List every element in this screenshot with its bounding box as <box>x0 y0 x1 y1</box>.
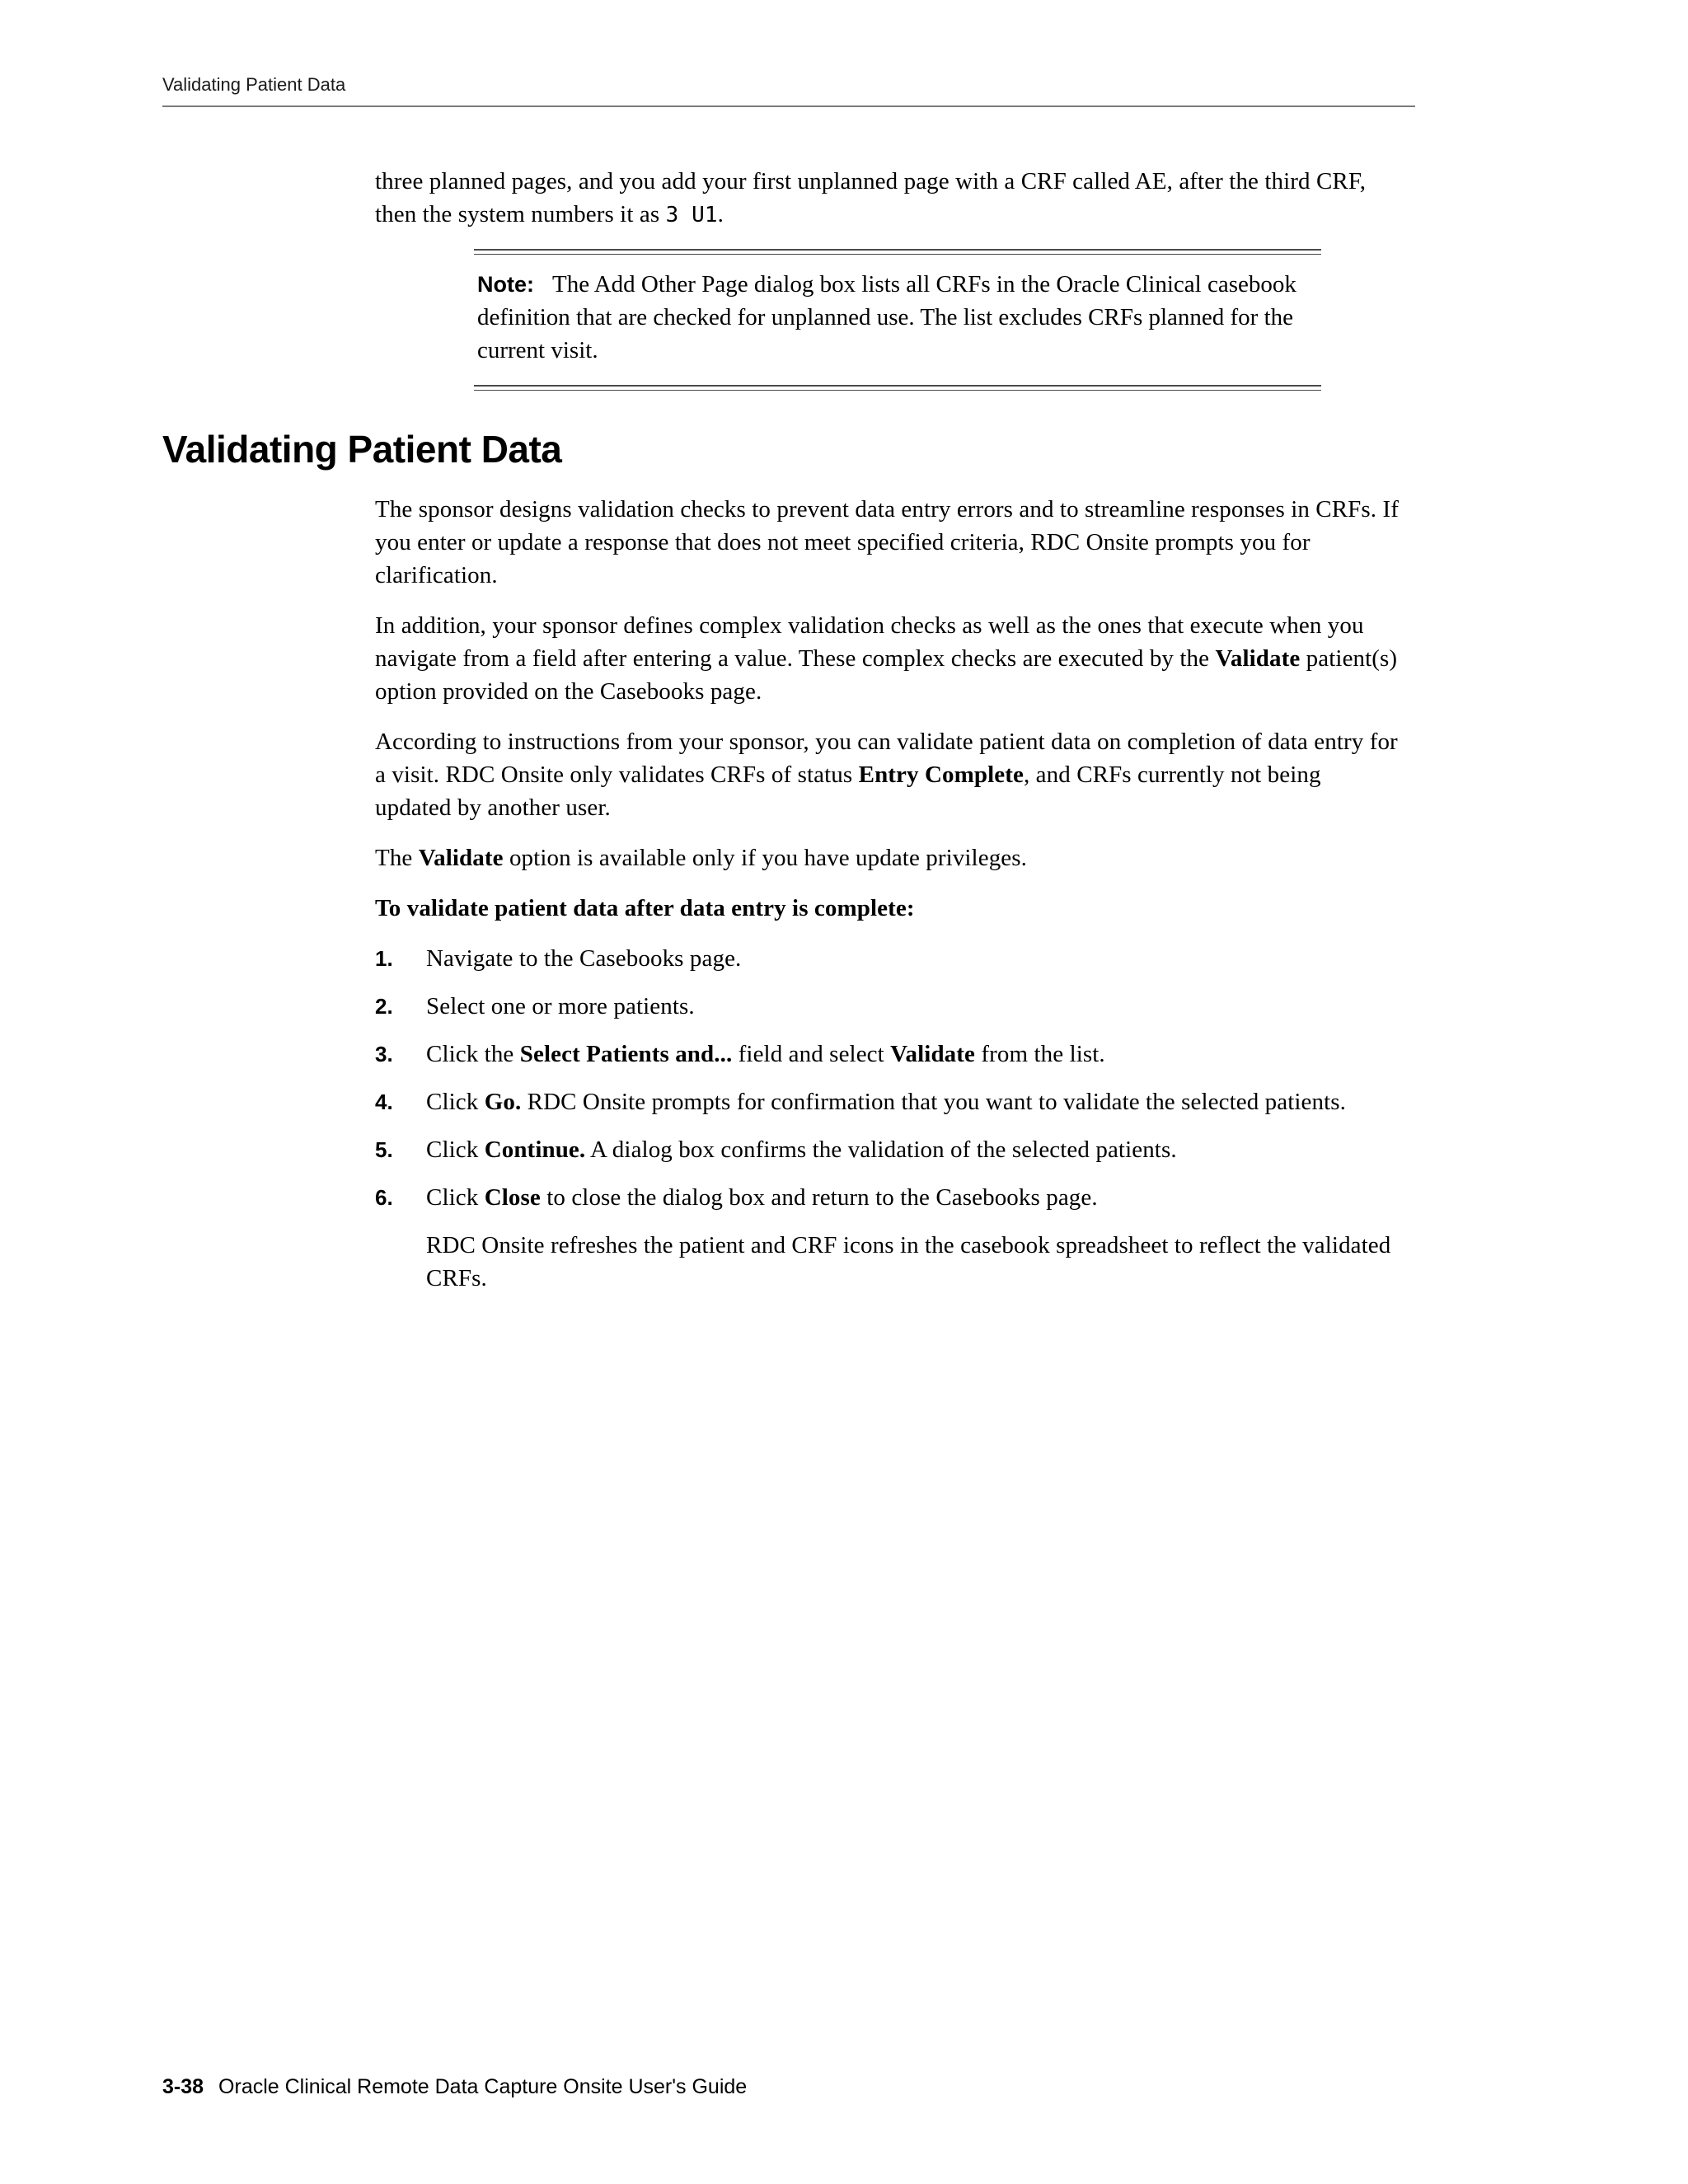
section-paragraph-3 <box>375 725 1401 824</box>
text-segment: patient(s) option provided on the Casebooks page. <box>375 645 1398 705</box>
step-item <box>375 942 1401 975</box>
closing-paragraph <box>426 1229 1401 1295</box>
footer-page-number: 3-38 <box>162 2075 204 2098</box>
step-item <box>375 1085 1401 1118</box>
step-item <box>375 1038 1401 1071</box>
procedure-lead-in <box>375 892 1401 925</box>
note-box <box>474 249 1321 391</box>
note-inner <box>474 255 1321 385</box>
text-segment: In addition, your sponsor defines complex validation checks as well as the ones that execute when you navigate from a field after entering a value. These complex checks are executed by the <box>375 612 1364 672</box>
text-segment: Validate <box>890 1041 976 1067</box>
step-text <box>426 1181 1401 1214</box>
step-number: 1. <box>375 946 393 971</box>
page-footer <box>162 2075 747 2099</box>
text-segment: from the list. <box>975 1041 1105 1067</box>
section-paragraph-2 <box>375 609 1401 708</box>
running-header-title: Validating Patient Data <box>162 74 346 95</box>
text-segment: option is available only if you have update privileges. <box>503 845 1027 871</box>
text-segment: field and select <box>732 1041 891 1067</box>
text-segment: RDC Onsite prompts for confirmation that you want to validate the selected patients. <box>521 1089 1347 1115</box>
text-segment: The <box>375 845 419 871</box>
footer-book-title: Oracle Clinical Remote Data Capture Onsite User's Guide <box>218 2075 748 2098</box>
section-heading: Validating Patient Data <box>162 428 562 471</box>
text-segment: Click <box>426 1184 485 1211</box>
text-segment: Validate <box>1215 645 1301 672</box>
intro-paragraph <box>375 165 1401 232</box>
step-text <box>426 942 1401 975</box>
text-segment: Entry Complete <box>858 762 1024 788</box>
section-paragraph-4 <box>375 841 1401 874</box>
note-top-rule <box>474 249 1321 255</box>
text-segment: Go. <box>484 1089 522 1115</box>
text-segment: Validate <box>418 845 504 871</box>
text-segment: Click <box>426 1137 485 1163</box>
page-header <box>162 74 1415 107</box>
text-segment: , and CRFs currently not being updated by another user. <box>375 762 1321 821</box>
step-item <box>375 1181 1401 1214</box>
text-segment: . <box>717 201 724 227</box>
text-segment: Select one or more patients. <box>426 993 695 1019</box>
text-segment: Click <box>426 1089 485 1115</box>
text-segment: According to instructions from your sponsor, you can validate patient data on completion of data entry for a visit. RDC Onsite only validates CRFs of status <box>375 729 1398 788</box>
text-segment: To validate patient data after data entry is complete: <box>375 895 915 921</box>
step-number: 5. <box>375 1137 393 1162</box>
text-segment: Continue. <box>484 1137 586 1163</box>
step-text <box>426 1085 1401 1118</box>
text-segment: Close <box>484 1184 541 1211</box>
text-segment: A dialog box confirms the validation of the selected patients. <box>585 1137 1177 1163</box>
step-number: 6. <box>375 1185 393 1210</box>
page-content <box>162 165 1401 1312</box>
text-segment: three planned pages, and you add your first unplanned page with a CRF called AE, after the third CRF, then the system numbers it as <box>375 168 1367 227</box>
text-segment: RDC Onsite refreshes the patient and CRF icons in the casebook spreadsheet to reflect the validated CRFs. <box>426 1232 1391 1291</box>
step-number: 2. <box>375 994 393 1019</box>
numbered-steps <box>375 942 1401 1214</box>
text-segment: Navigate to the Casebooks page. <box>426 945 742 972</box>
text-segment: Click the <box>426 1041 520 1067</box>
text-segment: The sponsor designs validation checks to prevent data entry errors and to streamline responses in CRFs. If you enter or update a response that does not meet specified criteria, RDC Onsite prompts you for clarification. <box>375 496 1400 588</box>
note-body-text: The Add Other Page dialog box lists all CRFs in the Oracle Clinical casebook definition that are checked for unplanned use. The list excludes CRFs planned for the current visit. <box>477 271 1296 363</box>
header-rule <box>162 105 1415 107</box>
note-paragraph <box>477 268 1318 367</box>
note-bottom-rule <box>474 385 1321 391</box>
step-number: 3. <box>375 1042 393 1066</box>
text-segment: to close the dialog box and return to the Casebooks page. <box>540 1184 1098 1211</box>
step-item <box>375 1133 1401 1166</box>
text-segment: 3 U1 <box>665 203 718 227</box>
text-segment: Select Patients and... <box>519 1041 733 1067</box>
step-text <box>426 1038 1401 1071</box>
step-text <box>426 1133 1401 1166</box>
section-paragraph-1 <box>375 493 1401 592</box>
step-text <box>426 990 1401 1023</box>
step-number: 4. <box>375 1090 393 1114</box>
note-label: Note: <box>477 272 534 297</box>
step-item <box>375 990 1401 1023</box>
